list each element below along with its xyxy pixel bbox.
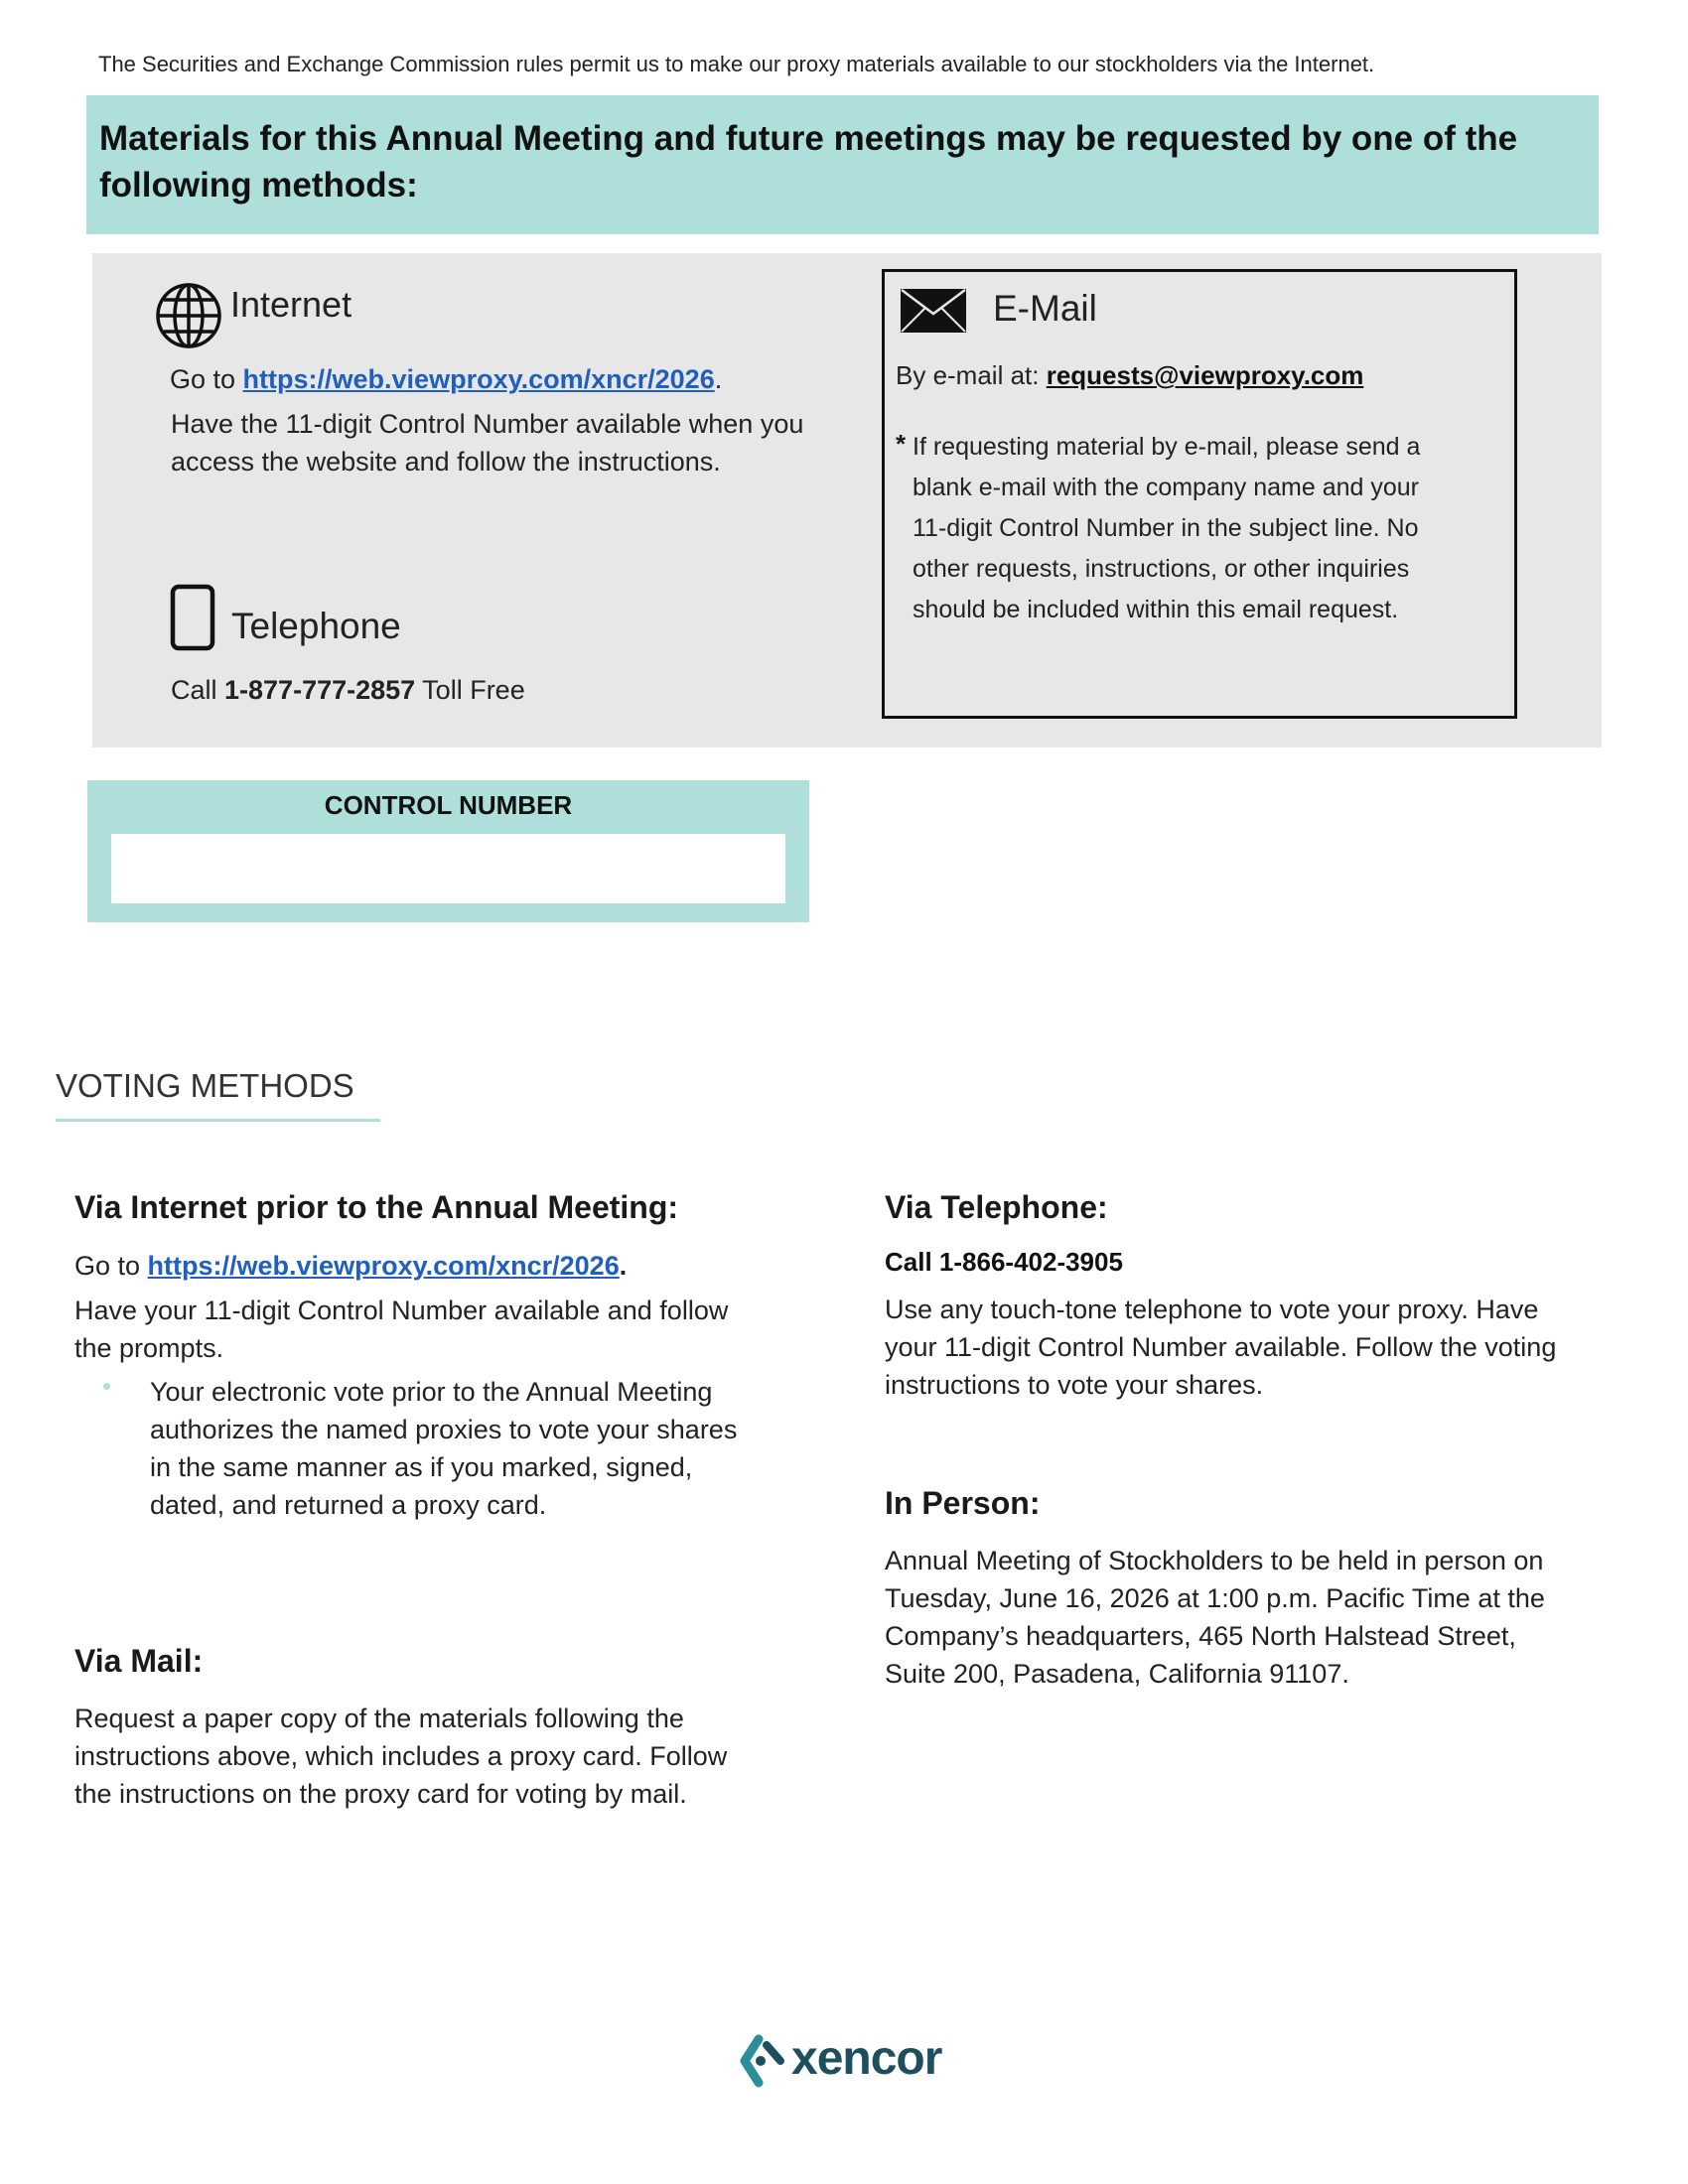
intro-text: The Securities and Exchange Commission rules permit us to make our proxy materials available to our stockholders via the Internet.	[98, 52, 1375, 76]
via-internet-bullet: Your electronic vote prior to the Annual Meeting authorizes the named proxies to vote your shares in the same manner as if you marked, signed, dated, and returned a proxy card.	[150, 1377, 738, 1520]
globe-icon	[155, 282, 222, 349]
via-mail-text: Request a paper copy of the materials following the instructions above, which includes a proxy card. Follow the instructions on the proxy card for voting by mail.	[74, 1704, 728, 1809]
telephone-number[interactable]: 1-877-777-2857	[224, 675, 416, 705]
in-person-heading: In Person:	[885, 1485, 1041, 1521]
internet-request-link[interactable]: https://web.viewproxy.com/xncr/2026	[242, 364, 715, 394]
via-telephone-number[interactable]: Call 1-866-402-3905	[885, 1247, 1123, 1277]
via-internet-text: Have your 11-digit Control Number available and follow the prompts.	[74, 1296, 729, 1363]
period: .	[619, 1251, 628, 1281]
bullet-dot	[103, 1383, 110, 1390]
via-internet-go-to	[74, 1247, 627, 1285]
voting-link[interactable]: https://web.viewproxy.com/xncr/2026	[147, 1251, 620, 1281]
by-email-label: By e-mail at:	[896, 360, 1047, 390]
banner-heading: Materials for this Annual Meeting and future meetings may be requested by one of the following methods:	[99, 119, 1518, 205]
period: .	[714, 364, 723, 394]
xencor-logo-text: xencor	[791, 2032, 942, 2085]
go-to-label: Go to	[170, 364, 243, 394]
internet-title: Internet	[230, 284, 352, 325]
via-telephone-heading: Via Telephone:	[885, 1189, 1108, 1225]
via-internet-heading: Via Internet prior to the Annual Meeting:	[74, 1189, 679, 1225]
envelope-icon	[900, 288, 967, 334]
control-number-label: CONTROL NUMBER	[324, 790, 573, 820]
request-methods-banner	[86, 95, 1599, 234]
go-to-label: Go to	[74, 1251, 148, 1281]
xencor-logo	[737, 2031, 955, 2091]
via-telephone-text: Use any touch-tone telephone to vote your proxy. Have your 11-digit Control Number available. Follow the voting instructions to vote your shares.	[885, 1295, 1557, 1400]
voting-methods-title: VOTING METHODS	[56, 1067, 354, 1104]
telephone-title: Telephone	[231, 606, 401, 646]
in-person-text: Annual Meeting of Stockholders to be held in person on Tuesday, June 16, 2026 at 1:00 p.m. Pacific Time at the Company’s headquarters, 465 North Halstead Street, Suite 200, Pasadena, California 91107.	[885, 1546, 1545, 1689]
email-line	[896, 360, 1363, 391]
via-mail-heading: Via Mail:	[74, 1643, 204, 1679]
control-number-field[interactable]	[111, 834, 785, 903]
internet-instructions: Have the 11-digit Control Number available when you access the website and follow the instructions.	[171, 409, 804, 477]
email-address-link[interactable]: requests@viewproxy.com	[1046, 360, 1364, 390]
toll-free-label: Toll Free	[415, 675, 525, 705]
internet-go-to	[170, 364, 722, 395]
voting-title-underline	[56, 1119, 380, 1122]
control-number-box	[87, 780, 809, 922]
email-note: If requesting material by e-mail, please send a blank e-mail with the company name and your 11-digit Control Number in the subject line. No other requests, instructions, or other inquiries should be included within this email request.	[913, 433, 1421, 623]
email-note-asterisk: *	[896, 429, 907, 459]
xencor-logo-mark	[737, 2031, 788, 2091]
email-title: E-Mail	[993, 288, 1097, 329]
telephone-call-line	[171, 675, 525, 706]
call-label: Call	[171, 675, 225, 705]
mobile-phone-icon	[170, 584, 215, 651]
